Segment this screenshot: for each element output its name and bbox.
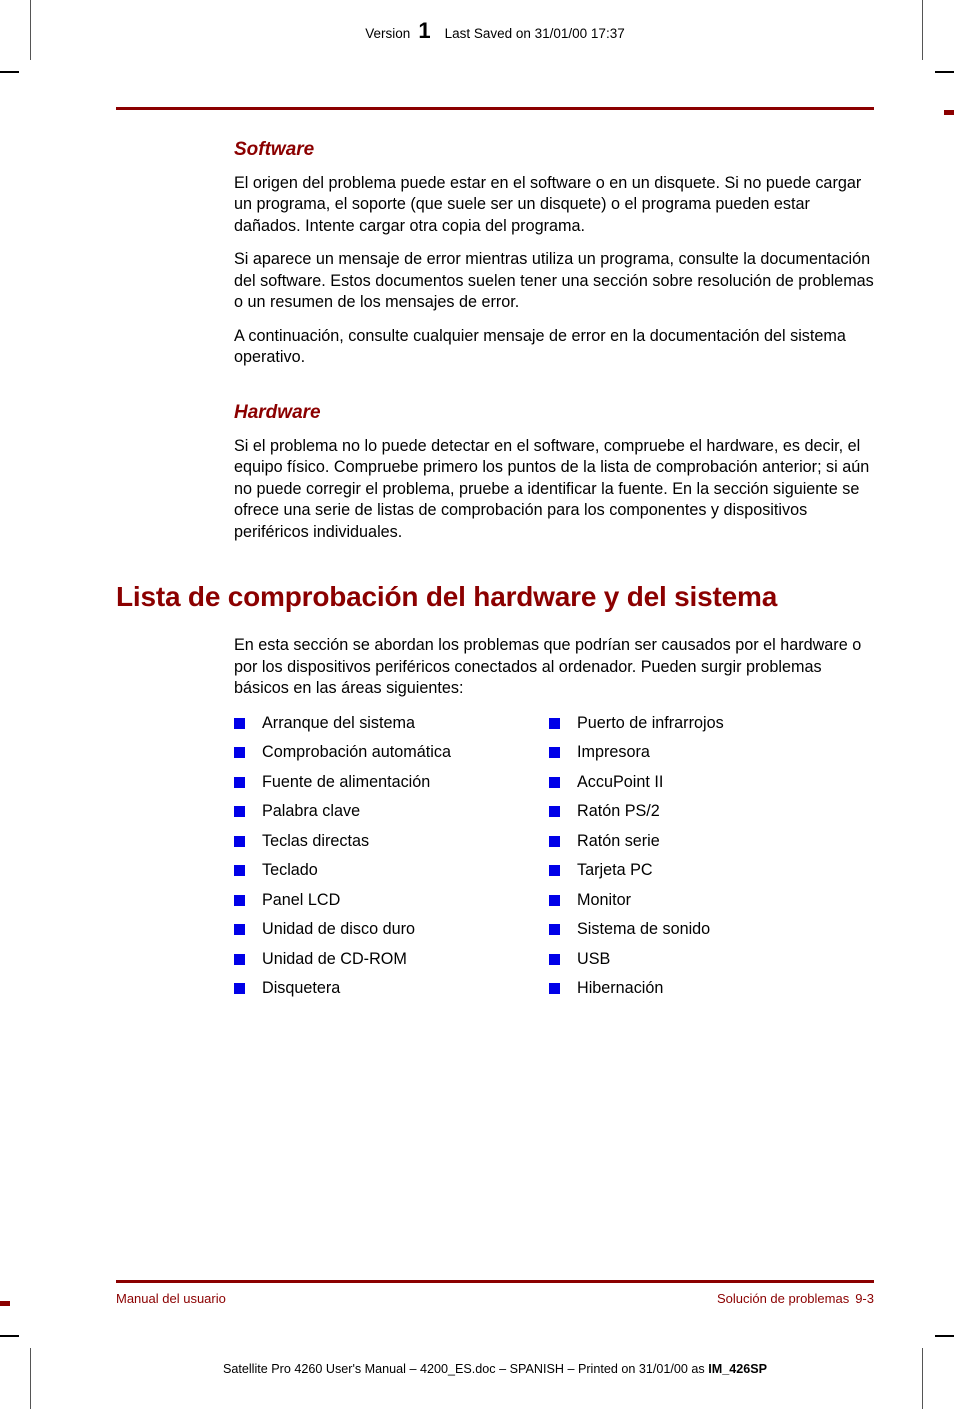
list-item-label: Arranque del sistema (262, 713, 415, 732)
software-paragraph-3: A continuación, consulte cualquier mensaje de error en la documentación del sistema operativo. (234, 326, 846, 367)
list-item-label: Monitor (577, 890, 631, 909)
list-item (234, 950, 549, 969)
crop-mark-top-left-vertical (30, 0, 31, 60)
square-bullet-icon (549, 806, 560, 817)
square-bullet-icon (234, 806, 245, 817)
section-hardware (234, 403, 874, 543)
checklist-list-right (549, 714, 864, 999)
crop-mark-bottom-right-vertical (922, 1348, 923, 1409)
square-bullet-icon (549, 718, 560, 729)
heading-hardware: Hardware (234, 401, 321, 423)
list-item-label: Teclado (262, 861, 318, 880)
square-bullet-icon (549, 954, 560, 965)
registration-mark-right (944, 110, 954, 115)
square-bullet-icon (549, 836, 560, 847)
list-item (234, 773, 549, 792)
list-item (234, 802, 549, 821)
square-bullet-icon (549, 983, 560, 994)
list-item (549, 832, 864, 851)
crop-mark-bottom-left-horizontal (0, 1335, 19, 1337)
square-bullet-icon (234, 924, 245, 935)
list-item-label: Unidad de disco duro (262, 920, 415, 939)
checklist-columns (234, 714, 874, 1009)
square-bullet-icon (234, 865, 245, 876)
section-checklist-intro (234, 635, 874, 700)
page-content (116, 140, 874, 1009)
hardware-paragraph-1: Si el problema no lo puede detectar en el software, compruebe el hardware, es decir, el equipo físico. Compruebe primero los puntos de la lista de comprobación anterior; si aún no puede corregir el problema, pruebe a identificar la fuente. En la sección siguiente se ofrece una serie de listas de comprobación para los componentes y dispositivos periféricos individuales. (234, 436, 870, 541)
list-item-label: Palabra clave (262, 802, 361, 821)
list-item (549, 714, 864, 733)
square-bullet-icon (234, 836, 245, 847)
page-title: Lista de comprobación del hardware y del sistema (116, 581, 778, 613)
crop-mark-top-right-vertical (922, 0, 923, 60)
footer-rule (116, 1280, 874, 1283)
list-item-label: Puerto de infrarrojos (577, 713, 724, 732)
square-bullet-icon (549, 895, 560, 906)
square-bullet-icon (234, 983, 245, 994)
list-item-label: Impresora (577, 743, 650, 762)
square-bullet-icon (549, 924, 560, 935)
list-item (234, 714, 549, 733)
crop-mark-bottom-left-vertical (30, 1348, 31, 1409)
square-bullet-icon (549, 777, 560, 788)
print-caption (116, 1362, 874, 1376)
heading-software: Software (234, 139, 315, 160)
square-bullet-icon (234, 954, 245, 965)
list-item-label: Hibernación (577, 979, 664, 998)
list-item (549, 773, 864, 792)
checklist-column-left (234, 714, 549, 1009)
list-item-label: Disquetera (262, 979, 341, 998)
section-software (234, 140, 874, 369)
crop-mark-top-right-horizontal (935, 71, 954, 73)
software-paragraph-2: Si aparece un mensaje de error mientras utiliza un programa, consulte la documentación del software. Estos documentos suelen tener una sección sobre resolución de problemas o un resumen de los mensajes de error. (234, 250, 874, 312)
list-item (234, 832, 549, 851)
square-bullet-icon (549, 747, 560, 758)
list-item (549, 802, 864, 821)
registration-mark-left (0, 1301, 10, 1306)
list-item (549, 743, 864, 762)
version-label: Version (365, 26, 411, 41)
document-header (116, 18, 874, 50)
square-bullet-icon (234, 895, 245, 906)
list-item-label: AccuPoint II (577, 772, 664, 791)
list-item-label: Panel LCD (262, 890, 341, 909)
footer-page-number: 9-3 (855, 1291, 874, 1306)
list-item-label: Tarjeta PC (577, 861, 653, 880)
document-footer (116, 1291, 874, 1306)
square-bullet-icon (234, 777, 245, 788)
list-item (549, 920, 864, 939)
checklist-list-left (234, 714, 549, 999)
list-item-label: Ratón serie (577, 831, 660, 850)
list-item (234, 743, 549, 762)
header-rule (116, 107, 874, 110)
list-item-label: Ratón PS/2 (577, 802, 660, 821)
list-item (234, 979, 549, 998)
last-saved-text: Last Saved on 31/01/00 17:37 (444, 26, 625, 41)
list-item (234, 920, 549, 939)
square-bullet-icon (234, 747, 245, 758)
list-item-label: Unidad de CD-ROM (262, 949, 407, 968)
list-item-label: USB (577, 949, 611, 968)
list-item (234, 891, 549, 910)
crop-mark-top-left-horizontal (0, 71, 19, 73)
footer-section-label: Solución de problemas (716, 1291, 850, 1306)
list-item (549, 950, 864, 969)
list-item (549, 979, 864, 998)
list-item-label: Comprobación automática (262, 743, 451, 762)
checklist-column-right (549, 714, 864, 1009)
list-item-label: Fuente de alimentación (262, 772, 431, 791)
software-paragraph-1: El origen del problema puede estar en el software o en un disquete. Si no puede cargar un programa, el soporte (que suele ser un disquete) o el programa pueden estar dañados. Intente cargar otra copia del programa. (234, 173, 862, 235)
version-number: 1 (418, 18, 431, 43)
footer-manual-label: Manual del usuario (116, 1291, 226, 1306)
list-item-label: Sistema de sonido (577, 920, 711, 939)
square-bullet-icon (234, 718, 245, 729)
list-item (549, 891, 864, 910)
list-item (549, 861, 864, 880)
list-item-label: Teclas directas (262, 831, 370, 850)
square-bullet-icon (549, 865, 560, 876)
caption-document-code: IM_426SP (708, 1362, 768, 1376)
list-item (234, 861, 549, 880)
caption-text: Satellite Pro 4260 User's Manual – 4200_ES.doc – SPANISH – Printed on 31/01/00 as (222, 1362, 709, 1376)
crop-mark-bottom-right-horizontal (935, 1335, 954, 1337)
footer-section-info (717, 1291, 874, 1306)
checklist-intro-paragraph: En esta sección se abordan los problemas que podrían ser causados por el hardware o por los dispositivos periféricos conectados al ordenador. Pueden surgir problemas básicos en las áreas siguientes: (234, 636, 862, 698)
